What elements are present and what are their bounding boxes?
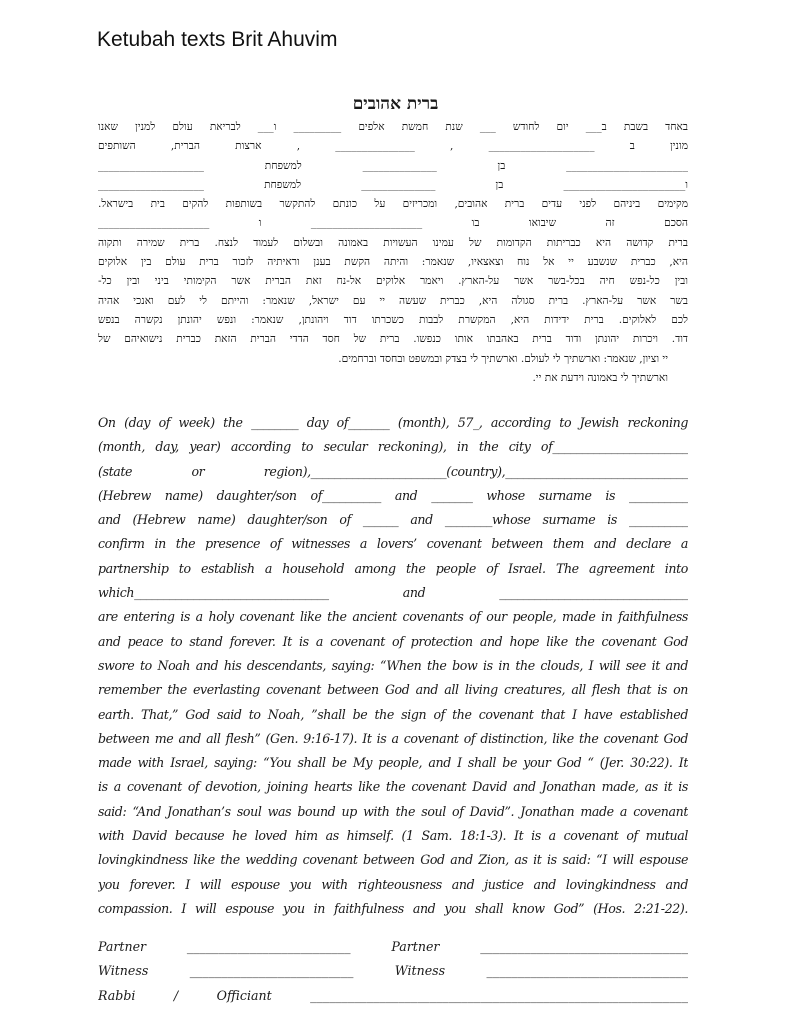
english-line: swore to Noah and his descendants, saying: “When the bow is in the clouds, I will see it and [98, 657, 688, 673]
english-line: made with Israel, saying: “You shall be My people, and I shall be your God “ (Jer. 30:22). It [98, 755, 688, 771]
officiant-signature-line: Rabbi / Officiant ____________________________________________________________ [98, 987, 688, 1003]
hebrew-line: ברית קדושה היא כבריתות הקדומות של עמינו העשויות באמונה ובשלום לעמוד לנצח. ברית שמירה ותקוה [98, 236, 688, 249]
english-line: with David because he loved him as himself. (1 Sam. 18:1-3). It is a covenant of mutual [98, 828, 688, 844]
hebrew-line: _______________________ בן ______________ למשפחת ____________________ [98, 159, 688, 172]
witness-signature-line: Witness __________________________ Witness ________________________________ [98, 963, 688, 979]
english-line: earth. That,” God said to Noah, ”shall be the sign of the covenant that I have established [98, 706, 688, 722]
english-line: compassion. I will espouse you in faithfulness and you shall know God” (Hos. 2:21-22). [98, 900, 688, 916]
hebrew-title: ברית אהובים [352, 94, 439, 114]
english-line: remember the everlasting covenant between God and all living creatures, all flesh that is on [98, 682, 688, 698]
hebrew-line: ובין כל-נפש חיה בכל-בשר אשר על-הארץ. ויאמר אלוקים אל-נח זאת הברית אשר הקימותי ביני ובין כל- [98, 275, 688, 288]
hebrew-line: וארשתיך לי באמונה וידעת את יי. [532, 371, 668, 384]
hebrew-line: ו_______________________ בן ______________ למשפחת ____________________ [98, 178, 688, 191]
hebrew-line: דוד. ויכרות יהונתן ודוד ברית באהבתו אותו כנפשו. ברית של חסד הדדי הברית הזאת כברית נישואיהם של [98, 333, 688, 346]
english-line: (month, day, year) according to secular reckoning), in the city of_______________________ [98, 439, 688, 455]
hebrew-line: יי וציון, שנאמר: וארשתיך לי לעולם. וארשתיך לי בצדק ובמשפט ובחסד וברחמים. [338, 352, 668, 365]
signature-block [98, 935, 688, 1008]
english-line: are entering is a holy covenant like the ancient covenants of our people, made in faithfulness [98, 609, 688, 625]
english-line: partnership to establish a household among the people of Israel. The agreement into [98, 560, 688, 576]
english-line: between me and all flesh” (Gen. 9:16-17). It is a covenant of distinction, like the covenant God [98, 730, 688, 746]
english-line: (state or region),_______________________(country),_______________________________ [98, 463, 688, 479]
english-line: and (Hebrew name) daughter/son of ______ and ________whose surname is __________ [98, 512, 688, 528]
hebrew-line: באחד בשבת ב___ יום לחודש ___ שנת חמשת אלפים _________ ו___ לבריאת עולם למנין שאנו [98, 121, 688, 133]
english-line: which_________________________________ and ________________________________ [98, 585, 688, 601]
english-text [98, 411, 688, 921]
english-line: On (day of week) the ________ day of_______ (month), 57_, according to Jewish reckoning [98, 415, 688, 430]
english-line: (Hebrew name) daughter/son of__________ and _______ whose surname is __________ [98, 487, 688, 503]
english-line: is a covenant of devotion, joining hearts like the covenant David and Jonathan made, as it is [98, 779, 688, 795]
hebrew-line: מונין ב ____________________ , _______________ , ארצות הברית, השותפים [98, 140, 688, 153]
hebrew-text [98, 118, 688, 388]
english-line: and peace to stand forever. It is a covenant of protection and hope like the covenant God [98, 633, 688, 649]
english-line: confirm in the presence of witnesses a lovers’ covenant between them and declare a [98, 536, 688, 552]
hebrew-line: לכם לאלוקים. ברית ידידות היא, המקשרת לבבות כשכרתו דוד ויהונתן, שנאמר: ונפש יהונתן נקשרה בנפש [98, 313, 688, 326]
partner-signature-line: Partner __________________________ Partner _________________________________ [98, 939, 688, 954]
hebrew-line: היא, כברית שנשבע יי אל נוח וצאצאיו, שנאמר: והיתה הקשת בענן וראיתיה לזכור ברית עולם בין אלוקים [98, 256, 688, 269]
english-line: you forever. I will espouse you with righteousness and justice and lovingkindness and [98, 876, 688, 892]
hebrew-line: בשר אשר על-הארץ. ברית סגולה היא, כברית שעשה יי עם ישראל, שנאמר: והייתם לי לעם ואנכי אהיה [98, 294, 688, 307]
english-line: said: “And Jonathan’s soul was bound up with the soul of David”. Jonathan made a covenant [98, 803, 688, 819]
page-title: Ketubah texts Brit Ahuvim [97, 28, 338, 51]
hebrew-line: מקימים ביניהם לפני עדים ברית אהובים, ומכריזים על כונתם להתקשר בשותפות להקים בית בישראל. [98, 198, 688, 211]
hebrew-line: הסכם זה שיבואו בו _____________________ ו _____________________ [98, 217, 688, 230]
english-line: lovingkindness like the wedding covenant between God and Zion, as it is said: “I will espouse [98, 852, 688, 868]
